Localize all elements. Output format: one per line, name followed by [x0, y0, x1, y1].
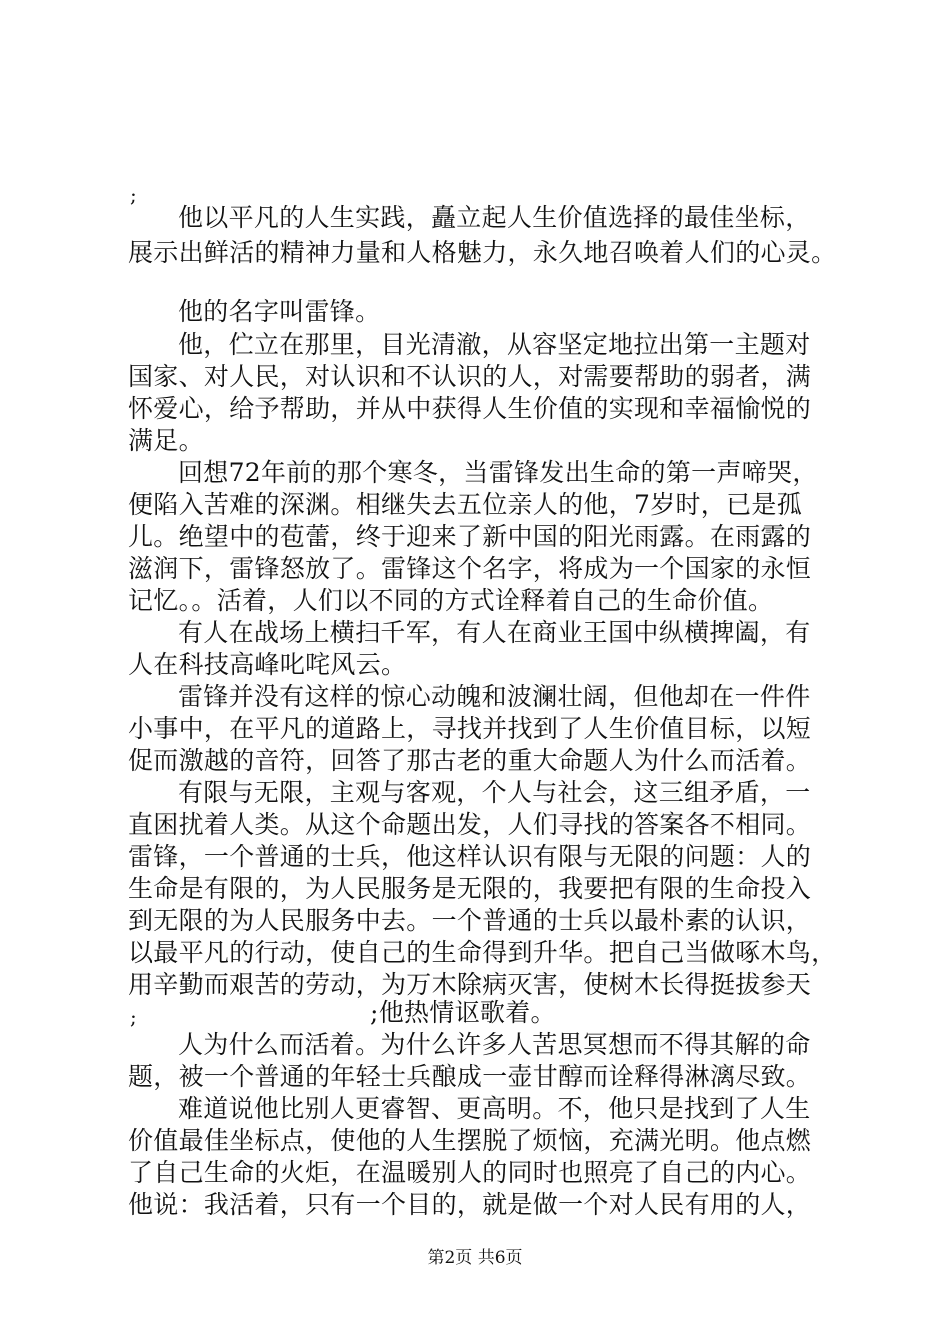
- text-line: 怀爱心，给予帮助，并从中获得人生价值的实现和幸福愉悦的: [128, 394, 812, 423]
- text-line: 价值最佳坐标点，使他的人生摆脱了烦恼，充满光明。他点燃: [128, 1126, 812, 1155]
- stray-semicolon: ;: [130, 1005, 138, 1029]
- text-line: 以最平凡的行动，使自己的生命得到升华。把自己当做啄木鸟，: [128, 938, 837, 967]
- text-line: 生命是有限的，为人民服务是无限的，我要把有限的生命投入: [128, 874, 812, 903]
- text-line: 有限与无限，主观与客观，个人与社会，这三组矛盾，一: [178, 778, 811, 807]
- text-line: 他说：我活着，只有一个目的，就是做一个对人民有用的人，: [128, 1190, 812, 1219]
- text-line: 记忆。。活着，人们以不同的方式诠释着自己的生命价值。: [128, 586, 774, 615]
- text-line: 难道说他比别人更睿智、更高明。不，他只是找到了人生: [178, 1094, 811, 1123]
- text-line: 雷锋并没有这样的惊心动魄和波澜壮阔，但他却在一件件: [178, 682, 811, 711]
- text-line: 促而激越的音符，回答了那古老的重大命题人为什么而活着。: [128, 746, 812, 775]
- text-line: 了自己生命的火炬，在温暖别人的同时也照亮了自己的内心。: [128, 1158, 812, 1187]
- text-line: 满足。: [128, 426, 204, 455]
- text-line: 回想72年前的那个寒冬，当雷锋发出生命的第一声啼哭，: [178, 458, 818, 487]
- text-line: 滋润下，雷锋怒放了。雷锋这个名字，将成为一个国家的永恒: [128, 554, 812, 583]
- text-line: ;他热情讴歌着。: [370, 998, 556, 1027]
- text-line: 用辛勤而艰苦的劳动，为万木除病灭害，使树木长得挺拔参天: [128, 970, 812, 999]
- text-line: 他，伫立在那里，目光清澈，从容坚定地拉出第一主题对: [178, 330, 811, 359]
- text-line: 到无限的为人民服务中去。一个普通的士兵以最朴素的认识，: [128, 906, 812, 935]
- text-line: 他以平凡的人生实践，矗立起人生价值选择的最佳坐标，: [178, 203, 811, 232]
- text-line: 直困扰着人类。从这个命题出发，人们寻找的答案各不相同。: [128, 810, 812, 839]
- text-line: 儿。绝望中的苞蕾，终于迎来了新中国的阳光雨露。在雨露的: [128, 522, 812, 551]
- text-line: 国家、对人民，对认识和不认识的人，对需要帮助的弱者，满: [128, 362, 812, 391]
- text-line: 便陷入苦难的深渊。相继失去五位亲人的他，7岁时，已是孤: [128, 490, 803, 519]
- stray-semicolon: ;: [130, 183, 138, 207]
- text-line: 雷锋，一个普通的士兵，他这样认识有限与无限的问题：人的: [128, 842, 812, 871]
- text-line: 人为什么而活着。为什么许多人苦思冥想而不得其解的命: [178, 1030, 811, 1059]
- text-line: 小事中，在平凡的道路上，寻找并找到了人生价值目标，以短: [128, 714, 812, 743]
- text-line: 题，被一个普通的年轻士兵酿成一壶甘醇而诠释得淋漓尽致。: [128, 1062, 812, 1091]
- text-line: 他的名字叫雷锋。: [178, 297, 381, 326]
- text-line: 有人在战场上横扫千军，有人在商业王国中纵横捭阖，有: [178, 618, 811, 647]
- page-footer: 第2页 共6页: [427, 1248, 523, 1268]
- text-line: 展示出鲜活的精神力量和人格魅力，永久地召唤着人们的心灵。: [128, 238, 837, 267]
- text-line: 人在科技高峰叱咤风云。: [128, 650, 407, 679]
